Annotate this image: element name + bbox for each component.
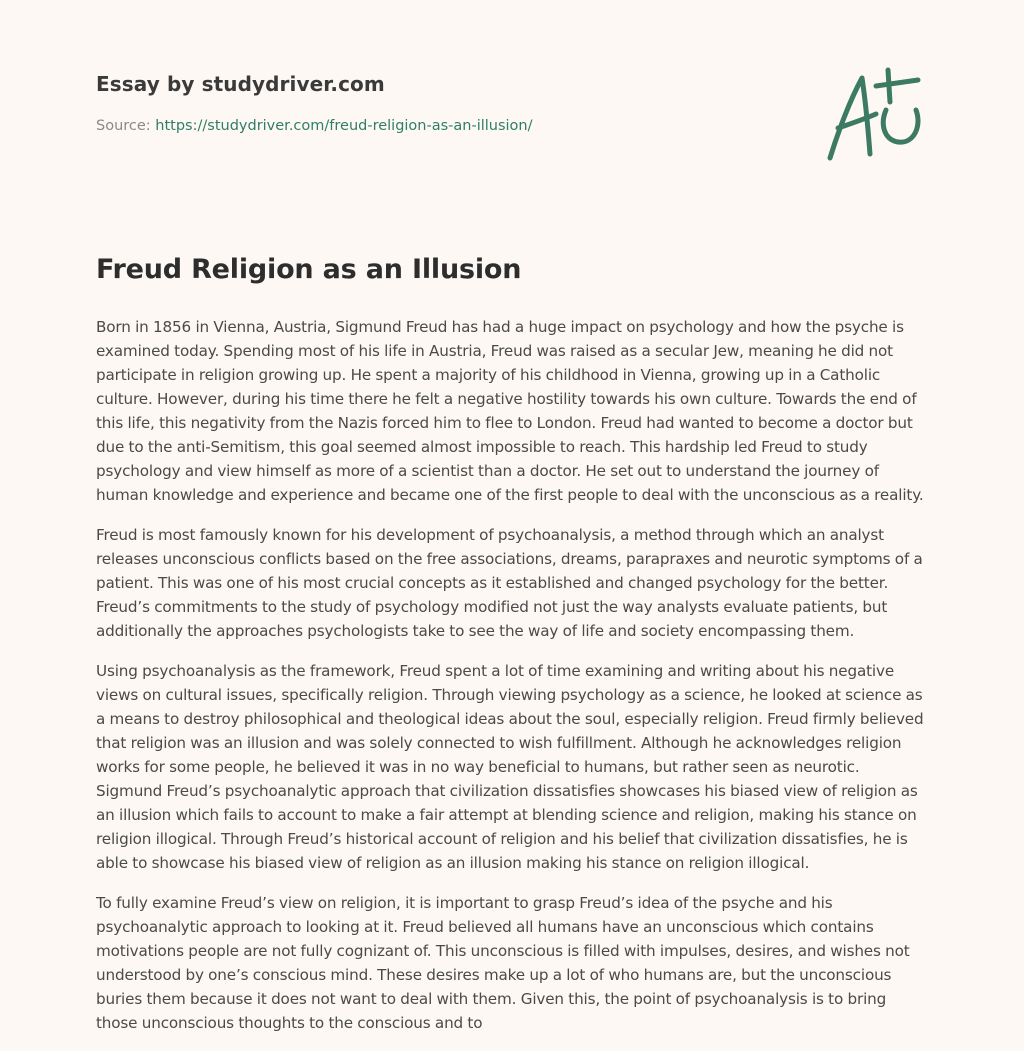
essay-paragraph: Born in 1856 in Vienna, Austria, Sigmund Freud has had a huge impact on psychology and how the psyche is examined today. Spending most of his life in Austria, Freud was raised as a secular Jew, meaning he did not participate in religion growing up. He spent a majority of his childhood in Vienna, growing up in a Catholic culture. However, during his time there he felt a negative hostility towards his own culture. Towards the end of this life, this negativity from the Nazis forced him to flee to London. Freud had wanted to become a doctor but due to the anti-Semitism, this goal seemed almost impossible to reach. This hardship led Freud to study psychology and view himself as more of a scientist than a doctor. He set out to understand the journey of human knowledge and experience and became one of the first people to deal with the unconscious as a reality. [96, 318, 924, 504]
essay-header [96, 72, 776, 134]
a-plus-logo-icon [818, 66, 930, 166]
source-line [96, 118, 776, 134]
essay-paragraph: To fully examine Freud’s view on religion, it is important to grasp Freud’s idea of the psyche and his psychoanalytic approach to looking at it. Freud believed all humans have an unconscious which contains motivations people are not fully cognizant of. This unconscious is filled with impulses, desires, and wishes not understood by one’s conscious mind. These desires make up a lot of who humans are, but the unconscious buries them because it does not want to deal with them. Given this, the point of psychoanalysis is to bring those unconscious thoughts to the conscious and to [96, 894, 910, 1032]
essay-title: Freud Religion as an Illusion [96, 254, 522, 285]
source-link[interactable]: https://studydriver.com/freud-religion-as-an-illusion/ [155, 118, 533, 134]
essay-paragraph: Freud is most famously known for his development of psychoanalysis, a method through which an analyst releases unconscious conflicts based on the free associations, dreams, parapraxes and neurotic symptoms of a patient. This was one of his most crucial concepts as it established and changed psychology for the better. Freud’s commitments to the study of psychology modified not just the way analysts evaluate patients, but additionally the approaches psychologists take to see the way of life and society encompassing them. [96, 526, 923, 640]
essay-body [96, 315, 928, 1051]
brand-title: Essay by studydriver.com [96, 72, 385, 96]
essay-paragraph: Using psychoanalysis as the framework, Freud spent a lot of time examining and writing about his negative views on cultural issues, specifically religion. Through viewing psychology as a science, he looked at science as a means to destroy philosophical and theological ideas about the soul, especially religion. Freud firmly believed that religion was an illusion and was solely connected to wish fulfillment. Although he acknowledges religion works for some people, he believed it was in no way beneficial to humans, but rather seen as neurotic. Sigmund Freud’s psychoanalytic approach that civilization dissatisfies showcases his biased view of religion as an illusion which fails to account to make a fair attempt at blending science and religion, making his stance on religion illogical. Through Freud’s historical account of religion and his belief that civilization dissatisfies, he is able to showcase his biased view of religion as an illusion making his stance on religion illogical. [96, 662, 924, 872]
source-label: Source: [96, 118, 156, 134]
